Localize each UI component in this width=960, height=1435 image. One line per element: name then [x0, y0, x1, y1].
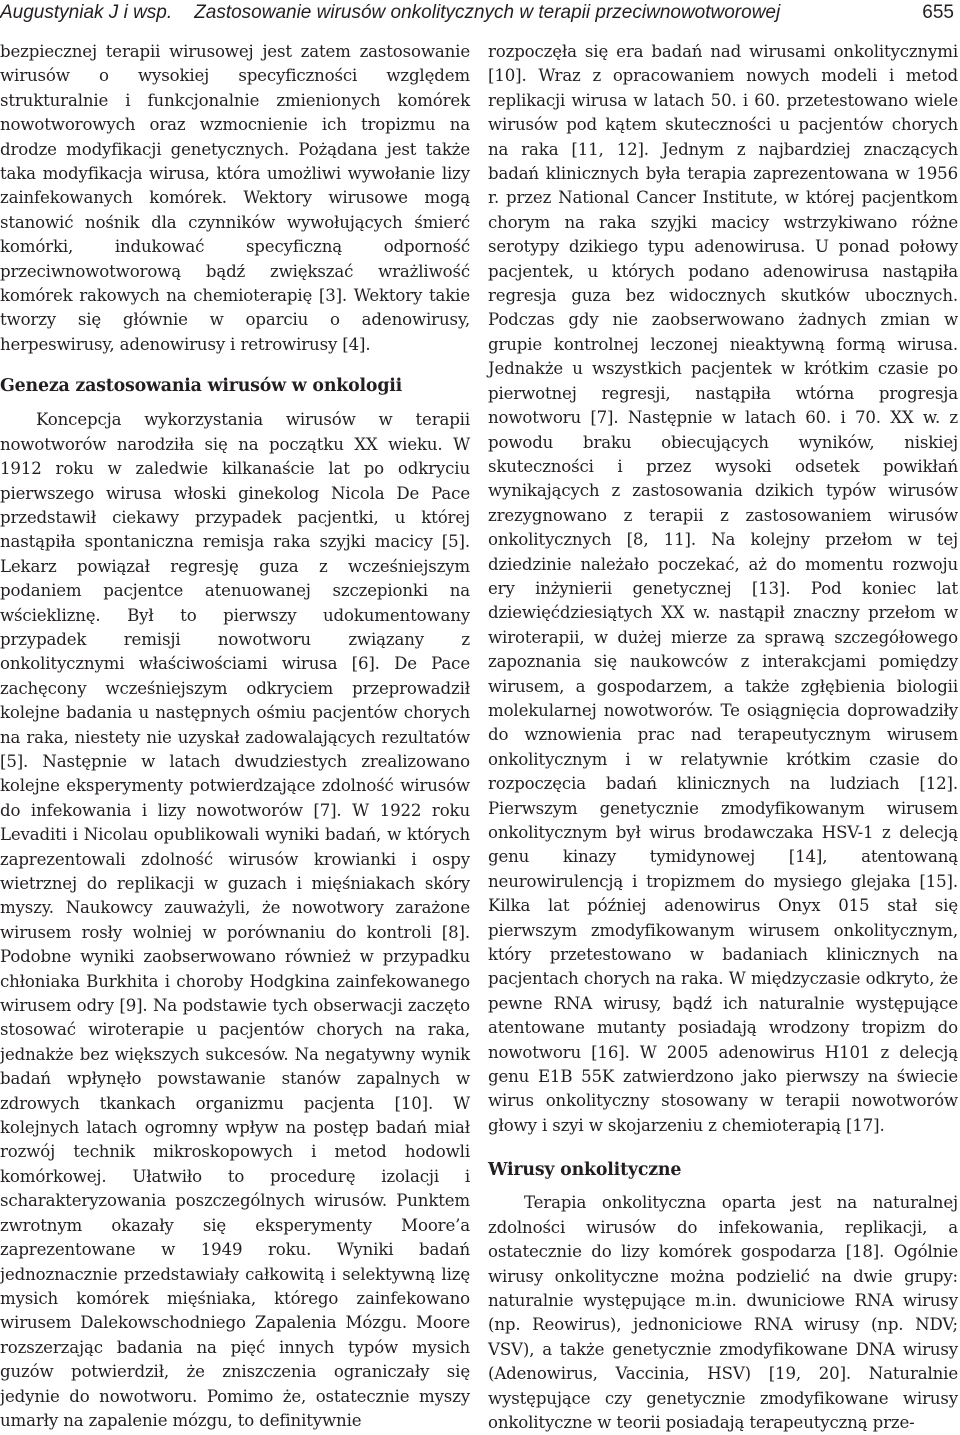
left-paragraph-1: bezpiecznej terapii wirusowej jest zatem zastosowanie wirusów o wysokiej specyficzności względem strukturalnie i funkcjonalnie zmienionych komórek nowotworowych oraz wzmocnienie ich tropizmu na drodze modyfikacji genetycznych. Pożądana jest także taka modyfikacja wirusa, która umożliwi wywołanie lizy zainfekowanych komórek. Wektory wirusowe mogą stanowić nośnik dla czynników wywołujących śmierć komórki, indukować specyficzną odporność przeciwnowotworową bądź zwiększać wrażliwość komórek rakowych na chemioterapię [3]. Wektory takie tworzy się głównie w oparciu o adenowirusy, herpeswirusy, adenowirusy i retrowirusy [4]. [0, 42, 470, 354]
left-column [0, 40, 470, 1430]
running-header [0, 0, 960, 30]
header-article-title: Zastosowanie wirusów onkolitycznych w terapii przeciwnowotworowej [194, 2, 781, 23]
right-column [488, 40, 958, 1432]
header-authors: Augustyniak J i wsp. [0, 2, 173, 23]
running-header-left [0, 0, 780, 26]
page-number: 655 [922, 2, 954, 23]
section-heading-wirusy-onkolityczne: Wirusy onkolityczne [488, 1160, 682, 1181]
right-paragraph-1: rozpoczęła się era badań nad wirusami onkolitycznymi [10]. Wraz z opracowaniem nowych modeli i metod replikacji wirusa w latach 50. i 60. przetestowano wiele wirusów pod kątem skuteczności u pacjentów chorych na raka [11, 12]. Jednym z najbardziej znaczących badań klinicznych była terapia zaprezentowana w 1956 r. przez National Cancer Institute, w której pacjentkom chorym na raka szyjki macicy wstrzykiwano różne serotypy dzikiego typu adenowirusa. U ponad połowy pacjentek, u których podano adenowirusa nastąpiła regresja guza bez widocznych skutków ubocznych. Podczas gdy nie zaobserwowano żadnych zmian w grupie kontrolnej leczonej nieaktywną formą wirusa. Jednakże u wszystkich pacjentek w krótkim czasie po pierwotnej regresji, nastąpiła wtórna progresja nowotworu [7]. Następnie w latach 60. i 70. XX w. z powodu braku obiecujących wyników, niskiej skuteczności i przez wysoki odsetek powikłań wynikających z zastosowania dzikich typów wirusów zrezygnowano z terapii z zastosowaniem wirusów onkolitycznych [8, 11]. Na kolejny przełom w tej dziedzinie należało poczekać, aż do momentu rozwoju ery inżynierii genetycznej [13]. Pod koniec lat dziewięćdziesiątych XX w. nastąpił znaczny przełom w wiroterapii, w dużej mierze za sprawą szczegółowego zapoznania się naukowców z interakcjami pomiędzy wirusem, a gospodarzem, a także zgłębienia biologii molekularnej nowotworów. Te osiągnięcia doprowadziły do wznowienia prac nad terapeutycznym wirusem onkolitycznym i w relatywnie krótkim czasie do rozpoczęcia badań klinicznych na ludziach [12]. Pierwszym genetycznie zmodyfikowanym wirusem onkolitycznym był wirus brodawczaka HSV-1 z delecją genu kinazy tymidynowej [14], atentowaną neurowirulencją i tropizmem do mysiego glejaka [15]. Kilka lat później adenowirus Onyx 015 stał się pierwszym zmodyfikowanym wirusem onkolitycznym, który przetestowano w badaniach klinicznych na pacjentach chorych na raka. W międzyczasie odkryto, że pewne RNA wirusy, bądź ich naturalnie występujące atentowane mutanty posiadają wrodzony tropizm do nowotworu [16]. W 2005 adenowirus H101 z delecją genu E1B 55K zatwierdzono jako pierwszy na świecie wirus onkolityczny stosowany w terapii nowotworów głowy i szyi w skojarzeniu z chemioterapią [17]. [488, 42, 958, 1135]
section-heading-geneza: Geneza zastosowania wirusów w onkologii [0, 376, 403, 397]
right-paragraph-2: Terapia onkolityczna oparta jest na naturalnej zdolności wirusów do infekowania, replikacji, a ostatecznie do lizy komórek gospodarza [18]. Ogólnie wirusy onkolityczne można podzielić na dwie grupy: naturalnie występujące m.in. dwuniciowe RNA wirusy (np. Reowirus), jednoniciowe RNA wirusy (np. NDV; VSV), a także genetycznie zmodyfikowane DNA wirusy (Adenowirus, Vaccinia, HSV) [19, 20]. Naturalnie występujące czy genetycznie zmodyfikowane wirusy onkolityczne w teorii posiadają terapeutyczną prze- [488, 1193, 958, 1432]
left-paragraph-2: Koncepcja wykorzystania wirusów w terapii nowotworów narodziła się na początku XX wieku. W 1912 roku w zaledwie kilkanaście lat po odkryciu pierwszego wirusa włoski ginekolog Nicola De Pace przedstawił ciekawy przypadek pacjentki, u której nastąpiła spontaniczna remisja raka szyjki macicy [5]. Lekarz powiązał regresję guza z wcześniejszym podaniem pacjentce atenuowanej szczepionki na wściekliznę. Był to pierwszy udokumentowany przypadek remisji nowotworu związany z onkolitycznymi właściwościami wirusa [6]. De Pace zachęcony wcześniejszym odkryciem przeprowadził kolejne badania u następnych ośmiu pacjentów chorych na raka, niestety nie uzyskał zadowalających rezultatów [5]. Następnie w latach dwudziestych zrealizowano kolejne eksperymenty potwierdzające zdolność wirusów do infekowania i lizy nowotworów [7]. W 1922 roku Levaditi i Nicolau opublikowali wyniki badań, w których zaprezentowali zdolność wirusów krowianki i ospy wietrznej do replikacji w guzach i mięśniakach skóry myszy. Naukowcy zauważyli, że nowotwory zarażone wirusem rosły wolniej w porównaniu do kontroli [8]. Podobne wyniki zaobserwowano również w przypadku chłoniaka Burkhita i choroby Hodgkina zainfekowanego wirusem odry [9]. Na podstawie tych obserwacji zaczęto stosować wiroterapie u pacjentów chorych na raka, jednakże bez większych sukcesów. Na negatywny wynik badań wpłynęło powstawanie stanów zapalnych w zdrowych tkankach organizmu pacjenta [10]. W kolejnych latach ogromny wpływ na postęp badań miał rozwój technik mikroskopowych i metod hodowli komórkowej. Ułatwiło to procedurę izolacji i scharakteryzowania poszczególnych wirusów. Punktem zwrotnym okazały się eksperymenty Moore’a zaprezentowane w 1949 roku. Wyniki badań jednoznacznie przedstawiały całkowitą i selektywną lizę mysich komórek mięśniaka, którego zainfekowano wirusem Dalekowschodniego Zapalenia Mózgu. Moore rozszerzając badania na pięć innych typów mysich guzów potwierdził, że zniszczenia ograniczały się jedynie do nowotworu. Pomimo że, ostatecznie myszy umarły na zapalenie mózgu, to definitywnie [0, 410, 470, 1430]
